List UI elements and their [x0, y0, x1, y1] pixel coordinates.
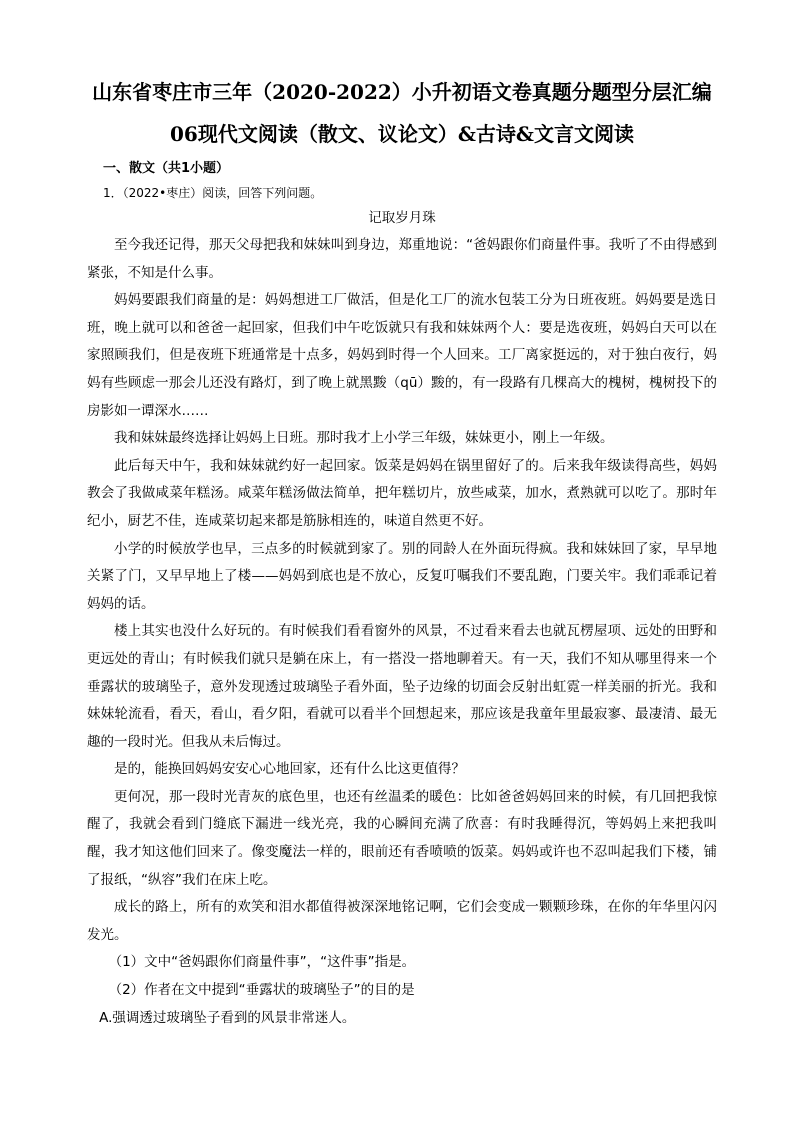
- paragraph: 楼上其实也没什么好玩的。有时候我们看看窗外的风景，不过看来看去也就瓦楞屋项、远处的田野和更远处的青山；有时候我们就只是躺在床上，有一搭没一搭地聊着天。有一天，我们不知从哪里得来一个垂露状的玻璃坠子，意外发现透过玻璃坠子看外面，坠子边缘的切面会反射出虹霓一样美丽的折光。我和妹妹轮流看，看天，看山，看夕阳，看就可以看半个回想起来，那应该是我童年里最寂寥、最凄清、最无趣的一段时光。但我从未后悔过。: [87, 623, 717, 750]
- article-body: [87, 232, 717, 1032]
- document-title-line-2: 06现代文阅读（散文、议论文）&古诗&文言文阅读: [170, 122, 634, 146]
- sub-question-2: （2）作者在文中提到“垂露状的玻璃坠子”的目的是: [108, 982, 415, 999]
- paragraph: 是的，能换回妈妈安安心心地回家，还有什么比这更值得？: [114, 761, 465, 778]
- answer-option-a: A.强调透过玻璃坠子看到的风景非常迷人。: [99, 1009, 356, 1026]
- question-intro: 1．（2022•枣庄）阅读，回答下列问题。: [103, 186, 323, 200]
- paragraph: 此后每天中午，我和妹妹就约好一起回家。饭菜是妈妈在锅里留好了的。后来我年级读得高些，妈妈教会了我做咸菜年糕汤。咸菜年糕汤做法简单，把年糕切片，放些咸菜，加水，煮熟就可以吃了。那时年纪小，厨艺不佳，连咸菜切起来都是筋脉相连的，味道自然更不好。: [87, 457, 717, 529]
- paragraph: 更何况，那一段时光青灰的底色里，也还有丝温柔的暖色：比如爸爸妈妈回来的时候，有几回把我惊醒了，我就会看到门缝底下漏进一线光亮，我的心瞬间充满了欣喜：有时我睡得沉，等妈妈上来把我叫醒，我才知这他们回来了。像变魔法一样的，眼前还有香喷喷的饭菜。妈妈或许也不忍叫起我们下楼，铺了报纸，“纵容”我们在床上吃。: [87, 788, 717, 888]
- paragraph: 至今我还记得，那天父母把我和妹妹叫到身边，郑重地说：“爸妈跟你们商量件事。我听了不由得感到紧张，不知是什么事。: [87, 237, 717, 281]
- sub-question-1: （1）文中“爸妈跟你们商量件事”，“这件事”指是。: [108, 954, 416, 971]
- paragraph: 成长的路上，所有的欢笑和泪水都值得被深深地铭记啊，它们会变成一颗颗珍珠，在你的年华里闪闪发光。: [87, 899, 717, 943]
- paragraph: 妈妈要跟我们商量的是：妈妈想进工厂做活，但是化工厂的流水包装工分为日班夜班。妈妈要是选日班，晚上就可以和爸爸一起回家，但我们中午吃饭就只有我和妹妹两个人：要是选夜班，妈妈白天可以在家照顾我们，但是夜班下班通常是十点多，妈妈到时得一个人回来。工厂离家挺远的，对于独白夜行，妈妈有些顾虑一那会儿还没有路灯，到了晚上就黑黢（qū）黢的，有一段路有几棵高大的槐树，槐树投下的房影如一谭深水……: [87, 292, 717, 419]
- document-title-line-1: 山东省枣庄市三年（2020-2022）小升初语文卷真题分题型分层汇编: [92, 80, 712, 104]
- paragraph: 小学的时候放学也早，三点多的时候就到家了。别的同龄人在外面玩得疯。我和妹妹回了家，早早地关紧了门，又早早地上了楼——妈妈到底也是不放心，反复叮嘱我们不要乱跑，门要关牢。我们乖乖记着妈妈的话。: [87, 540, 717, 612]
- paragraph: 我和妹妹最终选择让妈妈上日班。那时我才上小学三年级，妹妹更小，刚上一年级。: [114, 430, 614, 447]
- section-heading: 一、散文（共1小题）: [103, 161, 230, 176]
- article-title: 记取岁月珠: [368, 210, 436, 226]
